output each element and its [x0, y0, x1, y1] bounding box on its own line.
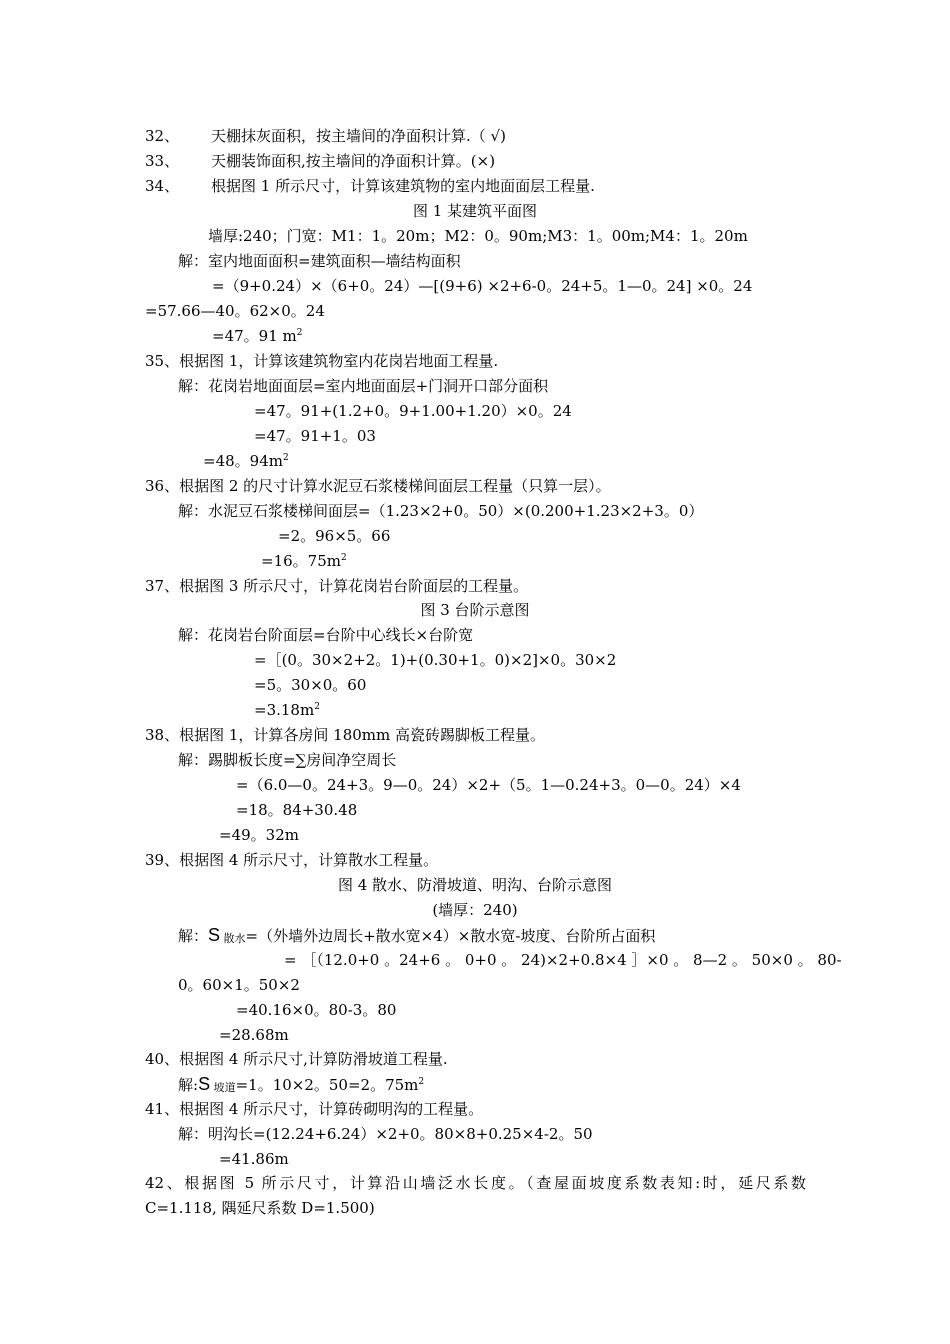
solution-result: =28.68m	[219, 1026, 289, 1044]
figure-subcaption: (墙厚：240)	[432, 901, 518, 919]
result-value: =47。91 m	[212, 327, 297, 345]
solution-line: 解：踢脚板长度=∑房间净空周长	[178, 751, 397, 769]
solution-line: = ［（12.0+0 。24+6 。 0+0 。 24)×2+0.8×4 ］×0 。 8—2 。 50×0 。 80-	[284, 951, 842, 969]
solution-line: =47。91+(1.2+0。9+1.00+1.20）×0。24	[254, 402, 572, 420]
item-41: 41、根据图 4 所示尺寸，计算砖砌明沟的工程量。	[145, 1100, 484, 1118]
solution-prefix: 解：	[178, 927, 209, 945]
solution-line: =（6.0—0。24+3。9—0。24）×2+（5。1—0.24+3。0—0。24）×4	[236, 776, 741, 794]
item-number: 32、	[145, 127, 180, 145]
solution-line: =（9+0.24）×（6+0。24）—[(9+6) ×2+6-0。24+5。1—0。24] ×0。24	[212, 277, 753, 295]
item-42: 42、根据图 5 所示尺寸，计算沿山墙泛水长度。（查屋面坡度系数表知:时，延尺系数	[145, 1174, 806, 1192]
solution-line	[178, 1073, 424, 1095]
solution-line: 解：水泥豆石浆楼梯间面层=（1.23×2+0。50）×(0.200+1.23×2+3。0）	[178, 502, 704, 520]
solution-result	[212, 325, 302, 347]
solution-result	[203, 450, 289, 472]
solution-result: =49。32m	[219, 826, 299, 844]
item-34	[145, 175, 595, 197]
item-40: 40、根据图 4 所示尺寸,计算防滑坡道工程量.	[145, 1050, 448, 1068]
item-text: 根据图 1 所示尺寸，计算该建筑物的室内地面面层工程量.	[211, 177, 595, 195]
result-value: =3.18m	[254, 701, 315, 719]
solution-line	[178, 924, 655, 946]
area-symbol: S	[208, 925, 221, 945]
subscript: 坡道	[210, 1081, 236, 1094]
item-42-continued: C=1.118, 隅延尺系数 D=1.500)	[145, 1199, 375, 1217]
item-39: 39、根据图 4 所示尺寸，计算散水工程量。	[145, 851, 439, 869]
solution-line: 解：室内地面面积=建筑面积—墙结构面积	[178, 252, 461, 270]
solution-line: 解：花岗岩台阶面层=台阶中心线长×台阶宽	[178, 626, 474, 644]
figure-caption: 图 4 散水、防滑坡道、明沟、台阶示意图	[337, 876, 613, 894]
item-text: 天棚抹灰面积，按主墙间的净面积计算.（ √)	[211, 127, 506, 145]
solution-result: =41.86m	[219, 1150, 289, 1168]
solution-result	[254, 699, 320, 721]
solution-line: =［(0。30×2+2。1)+(0.30+1。0)×2]×0。30×2	[254, 651, 617, 669]
item-32	[145, 125, 506, 147]
item-37: 37、根据图 3 所示尺寸，计算花岗岩台阶面层的工程量。	[145, 577, 529, 595]
figure-caption: 图 3 台阶示意图	[420, 601, 530, 619]
result-value: =48。94m	[203, 452, 283, 470]
solution-line: 解：花岗岩地面面层=室内地面面层+门洞开口部分面积	[178, 377, 549, 395]
superscript: 2	[282, 453, 289, 463]
item-text: 天棚装饰面积,按主墙间的净面积计算。(×)	[211, 152, 496, 170]
formula: =（外墙外边周长+散水宽×4）×散水宽-坡度、台阶所占面积	[245, 927, 656, 945]
solution-result	[261, 550, 347, 572]
result-value: =16。75m	[261, 552, 341, 570]
item-33	[145, 150, 495, 172]
superscript: 2	[296, 328, 303, 338]
solution-line: =2。96×5。66	[278, 527, 391, 545]
solution-line: =40.16×0。80-3。80	[236, 1001, 397, 1019]
solution-prefix: 解:	[178, 1076, 199, 1094]
solution-line: =5。30×0。60	[254, 676, 367, 694]
solution-line: =47。91+1。03	[254, 427, 376, 445]
figure-caption: 图 1 某建筑平面图	[412, 202, 538, 220]
item-38: 38、根据图 1，计算各房间 180mm 高瓷砖踢脚板工程量。	[145, 726, 546, 744]
item-number: 34、	[145, 177, 180, 195]
superscript: 2	[340, 553, 347, 563]
item-number: 33、	[145, 152, 180, 170]
superscript: 2	[314, 702, 320, 712]
solution-line: 解：明沟长=(12.24+6.24）×2+0。80×8+0.25×4-2。50	[178, 1125, 593, 1143]
solution-line: 0。60×1。50×2	[178, 976, 300, 994]
subscript: 散水	[220, 932, 246, 945]
wall-note: 墙厚:240；门宽：M1：1。20m；M2：0。90m;M3：1。00m;M4：1。20m	[208, 227, 748, 245]
item-36: 36、根据图 2 的尺寸计算水泥豆石浆楼梯间面层工程量（只算一层）。	[145, 477, 611, 495]
solution-line: =18。84+30.48	[236, 801, 358, 819]
formula: =1。10×2。50=2。75m	[235, 1076, 419, 1094]
superscript: 2	[418, 1077, 425, 1087]
area-symbol: S	[198, 1074, 211, 1094]
item-35: 35、根据图 1，计算该建筑物室内花岗岩地面工程量.	[145, 352, 499, 370]
solution-line: =57.66—40。62×0。24	[145, 302, 325, 320]
